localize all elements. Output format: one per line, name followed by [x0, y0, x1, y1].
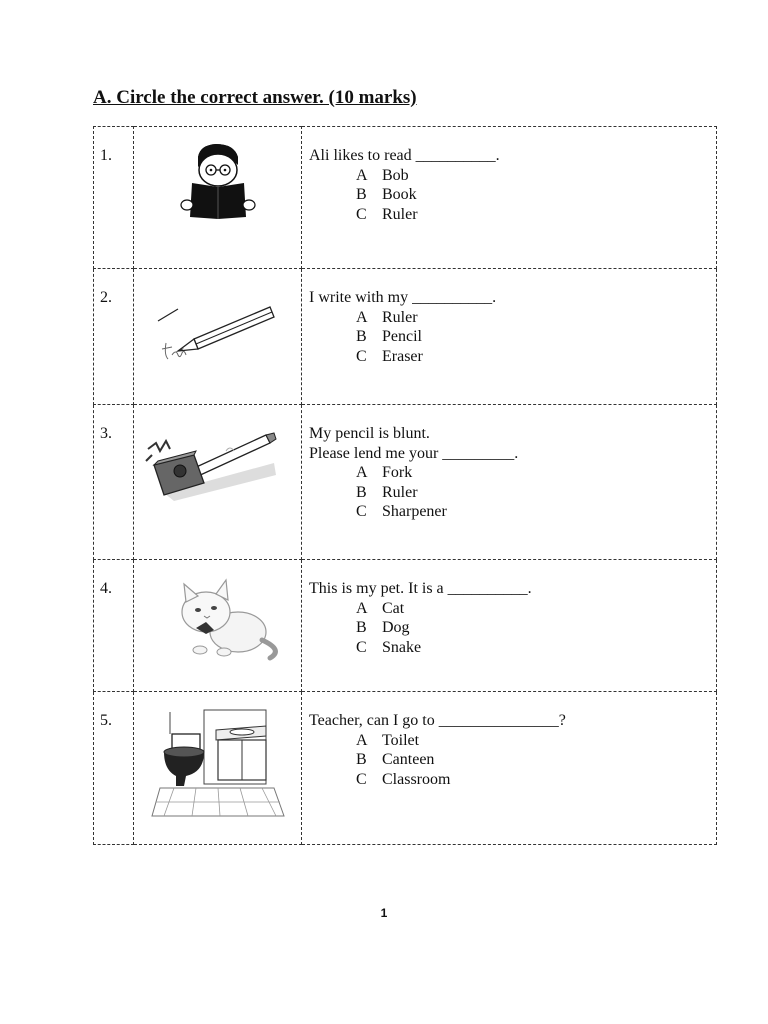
- toilet-icon: [134, 692, 301, 845]
- answer-options: [309, 308, 716, 367]
- table-row: [94, 127, 717, 269]
- answer-options: [309, 731, 716, 790]
- table-row: [94, 405, 717, 560]
- answer-option[interactable]: [356, 750, 716, 770]
- option-text: Toilet: [382, 731, 420, 749]
- question-text: My pencil is blunt.: [309, 425, 430, 442]
- option-text: Book: [382, 186, 417, 204]
- table-row: [94, 692, 717, 845]
- question-text: I write with my __________.: [309, 289, 497, 306]
- option-letter: A: [356, 464, 368, 482]
- question-number: 2.: [94, 269, 134, 405]
- option-text: Canteen: [382, 751, 435, 769]
- answer-option[interactable]: [356, 327, 716, 347]
- option-text: Pencil: [382, 328, 422, 346]
- option-text: Ruler: [382, 308, 418, 326]
- answer-option[interactable]: [356, 731, 716, 751]
- question-number: 4.: [94, 560, 134, 692]
- question-text: Teacher, can I go to _______________?: [309, 712, 566, 729]
- boy-reading-book-icon: [134, 127, 301, 269]
- option-letter: C: [356, 638, 367, 656]
- picture-cell: [134, 560, 302, 692]
- option-text: Cat: [382, 599, 405, 617]
- picture-cell: [134, 269, 302, 405]
- option-text: Bob: [382, 166, 409, 184]
- option-text: Eraser: [382, 347, 423, 365]
- option-letter: B: [356, 619, 367, 637]
- option-letter: B: [356, 483, 367, 501]
- option-text: Snake: [382, 638, 422, 656]
- option-letter: C: [356, 347, 367, 365]
- question-number: 1.: [94, 127, 134, 269]
- answer-option[interactable]: [356, 347, 716, 367]
- option-text: Fork: [382, 464, 413, 482]
- answer-option[interactable]: [356, 638, 716, 658]
- cat-icon: [134, 560, 301, 692]
- option-text: Classroom: [382, 770, 451, 788]
- picture-cell: [134, 405, 302, 560]
- answer-option[interactable]: [356, 770, 716, 790]
- question-cell: [302, 269, 717, 405]
- answer-option[interactable]: [356, 463, 716, 483]
- option-text: Ruler: [382, 483, 418, 501]
- table-row: [94, 560, 717, 692]
- answer-option[interactable]: [356, 502, 716, 522]
- pencil-icon: [134, 269, 301, 405]
- option-letter: B: [356, 751, 367, 769]
- option-letter: B: [356, 186, 367, 204]
- option-text: Sharpener: [382, 503, 447, 521]
- option-text: Ruler: [382, 205, 418, 223]
- option-letter: A: [356, 308, 368, 326]
- answer-option[interactable]: [356, 483, 716, 503]
- table-row: [94, 269, 717, 405]
- answer-options: [309, 463, 716, 522]
- question-text: Please lend me your _________.: [309, 444, 519, 462]
- answer-options: [309, 599, 716, 658]
- question-table: [93, 126, 717, 845]
- question-cell: [302, 692, 717, 845]
- option-letter: A: [356, 166, 368, 184]
- sharpener-icon: [134, 405, 301, 560]
- answer-option[interactable]: [356, 599, 716, 619]
- option-text: Dog: [382, 619, 410, 637]
- question-text: Ali likes to read __________.: [309, 147, 500, 164]
- option-letter: A: [356, 599, 368, 617]
- question-text: This is my pet. It is a __________.: [309, 580, 532, 597]
- question-number: 5.: [94, 692, 134, 845]
- answer-option[interactable]: [356, 618, 716, 638]
- answer-option[interactable]: [356, 166, 716, 186]
- answer-option[interactable]: [356, 185, 716, 205]
- question-cell: [302, 405, 717, 560]
- answer-option[interactable]: [356, 308, 716, 328]
- question-cell: [302, 560, 717, 692]
- answer-option[interactable]: [356, 205, 716, 225]
- option-letter: A: [356, 731, 368, 749]
- option-letter: C: [356, 205, 367, 223]
- question-number: 3.: [94, 405, 134, 560]
- picture-cell: [134, 127, 302, 269]
- question-cell: [302, 127, 717, 269]
- option-letter: C: [356, 770, 367, 788]
- answer-options: [309, 166, 716, 225]
- option-letter: B: [356, 328, 367, 346]
- section-heading: A. Circle the correct answer. (10 marks): [93, 87, 417, 108]
- option-letter: C: [356, 503, 367, 521]
- page-number: 1: [380, 906, 388, 920]
- picture-cell: [134, 692, 302, 845]
